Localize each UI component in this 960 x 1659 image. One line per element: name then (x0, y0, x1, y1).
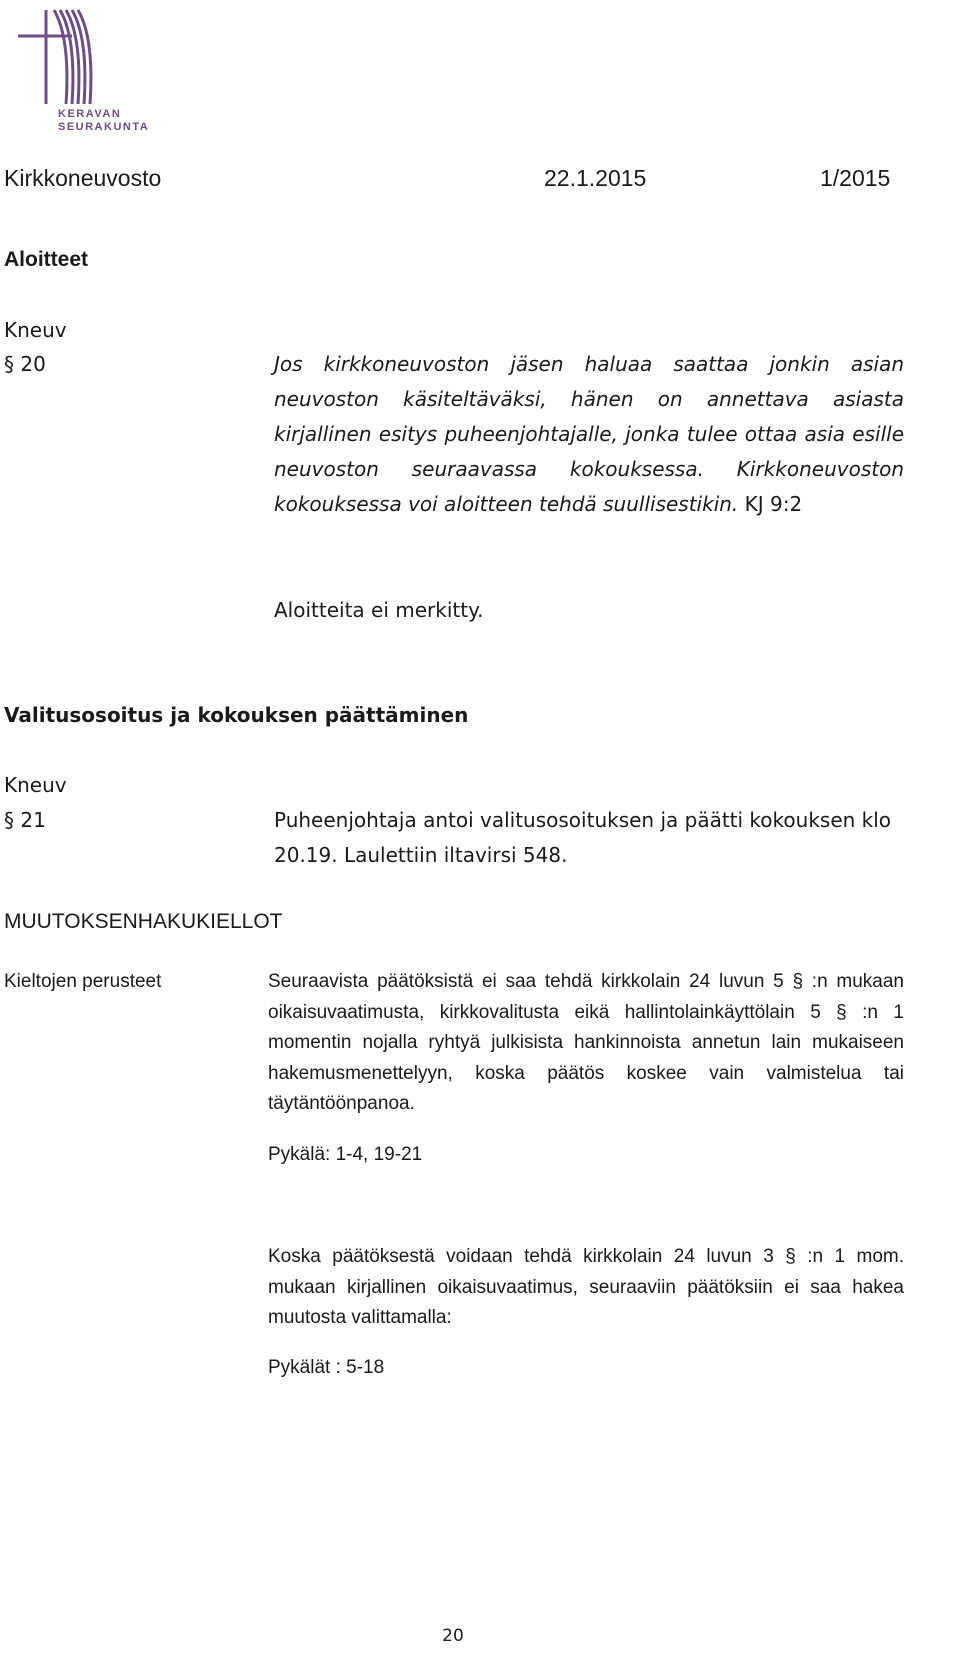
logo-line-1: KERAVAN (58, 108, 122, 120)
paragraph-20 (4, 352, 46, 376)
initiative-rule-text (274, 347, 904, 522)
closing-text: Puheenjohtaja antoi valitusosoituksen ja päätti kokouksen klo 20.19. Laulettiin iltavirsi 548. (274, 808, 892, 867)
header-body: Kirkkoneuvosto (4, 165, 162, 191)
logo-line-2: SEURAKUNTA (58, 121, 150, 133)
prohibited-paragraphs-2: Pykälät : 5-18 (268, 1357, 385, 1378)
prohibition-text-2: Koska päätöksestä voidaan tehdä kirkkolain 24 luvun 3 § :n 1 mom. mukaan kirjallinen oikaisuvaatimus, seuraaviin päätöksiin ei saa hakea muutosta valittamalla: (268, 1246, 904, 1328)
section-title-aloitteet: Aloitteet (4, 248, 88, 271)
initiative-rule-italic: Jos kirkkoneuvoston jäsen haluaa saattaa jonkin asian neuvoston käsiteltäväksi, hänen on annettava asiasta kirjallinen esitys puheenjohtajalle, jonka tulee ottaa asia esille neuvoston seuraavassa kokouksessa. Kirkkoneuvoston kokouksessa voi aloitteen tehdä suullisestikin. (274, 352, 904, 516)
section-title-valitusosoitus: Valitusosoitus ja kokouksen päättäminen (4, 703, 469, 727)
section-symbol: § (4, 352, 14, 376)
header-date: 22.1.2015 (544, 165, 647, 191)
section-symbol: § (4, 808, 14, 832)
initiative-rule-ref: KJ 9:2 (738, 492, 803, 516)
header-number: 1/2015 (820, 165, 891, 191)
paragraph-number: 21 (20, 808, 46, 832)
section-title-muutoksenhakukiellot: MUUTOKSENHAKUKIELLOT (4, 910, 283, 933)
preparer-1: Kneuv (4, 318, 67, 342)
preparer-2: Kneuv (4, 773, 67, 797)
prohibition-label: Kieltojen perusteet (4, 971, 162, 992)
page-number: 20 (442, 1626, 464, 1646)
prohibition-text-1: Seuraavista päätöksistä ei saa tehdä kirkkolain 24 luvun 5 § :n mukaan oikaisuvaatimusta, kirkkovalitusta eikä hallintolainkäyttölain 5 § :n 1 momentin nojalla ryhtyä julkisista hankinnoista annetun lain mukaiseen hakemusmenettelyyn, koska päätös koskee vain valmistelua tai täytäntöönpanoa. (268, 971, 904, 1114)
prohibited-paragraphs-1: Pykälä: 1-4, 19-21 (268, 1144, 423, 1165)
paragraph-21 (4, 808, 46, 832)
parish-logo (8, 4, 158, 154)
paragraph-number: 20 (20, 352, 46, 376)
initiative-decision: Aloitteita ei merkitty. (274, 598, 484, 622)
